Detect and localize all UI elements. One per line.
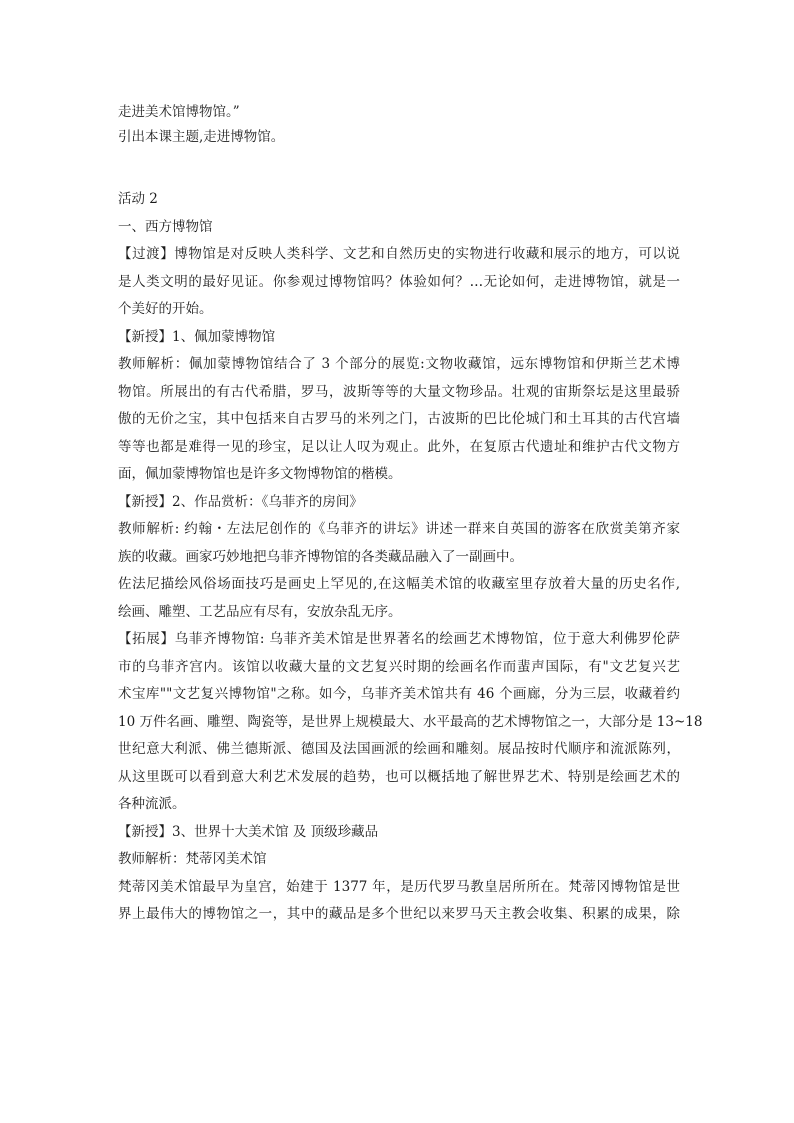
text-line: 梵蒂冈美术馆最早为皇宫，始建于 1377 年，是历代罗马教皇居所所在。梵蒂冈博物馆是世 (118, 878, 680, 895)
text-line: 10 万件名画、雕塑、陶瓷等，是世界上规模最大、水平最高的艺术博物馆之一，大部分是 13~18 (118, 713, 703, 730)
text-line: 佐法尼描绘风俗场面技巧是画史上罕见的,在这幅美术馆的收藏室里存放着大量的历史名作, (118, 576, 680, 592)
activity-title: 活动 2 (118, 191, 158, 207)
expand-paragraph (118, 626, 703, 819)
text-line: 市的乌菲齐宫内。该馆以收藏大量的文艺复兴时期的绘画名作而蜚声国际，有"文艺复兴艺 (118, 658, 680, 675)
text-line: 世纪意大利派、佛兰德斯派、德国及法国画派的绘画和雕刻。展品按时代顺序和流派陈列， (118, 741, 680, 757)
new3-paragraph (118, 874, 680, 929)
text-line: 是人类文明的最好见证。你参观过博物馆吗？体验如何？…无论如何，走进博物馆，就是一 (118, 273, 680, 290)
intro-line-2: 引出本课主题,走进博物馆。 (118, 129, 285, 145)
new3-subheading: 教师解析：梵蒂冈美术馆 (118, 851, 267, 867)
transition-paragraph (118, 241, 680, 324)
text-line: 教师解析：佩加蒙博物馆结合了 3 个部分的展览:文物收藏馆，远东博物馆和伊斯兰艺术博 (118, 356, 680, 372)
text-line: 教师解析: 约翰・左法尼创作的《乌菲齐的讲坛》讲述一群来自英国的游客在欣赏美第齐家 (118, 521, 680, 537)
text-line: 物馆。所展出的有古代希腊，罗马，波斯等等的大量文物珍品。壮观的宙斯祭坛是这里最骄 (118, 383, 680, 400)
text-line: 各种流派。 (118, 796, 186, 812)
text-line: 术宝库""文艺复兴博物馆"之称。如今，乌菲齐美术馆共有 46 个画廊，分为三层，收藏着约 (118, 686, 680, 702)
text-line: 傲的无价之宝，其中包括来自古罗马的米列之门，古波斯的巴比伦城门和土耳其的古代宫墙 (118, 411, 680, 427)
text-line: 族的收藏。画家巧妙地把乌菲齐博物馆的各类藏品融入了一副画中。 (118, 548, 523, 565)
text-line: 从这里既可以看到意大利艺术发展的趋势，也可以概括地了解世界艺术、特别是绘画艺术的 (118, 768, 680, 785)
section-title: 一、西方博物馆 (118, 218, 213, 235)
text-line: 界上最伟大的博物馆之一，其中的藏品是多个世纪以来罗马天主教会收集、积累的成果，除 (118, 906, 680, 922)
document-page (118, 100, 703, 929)
new2-paragraph (118, 516, 680, 571)
paragraph-gap (118, 150, 680, 186)
new2-heading: 【新授】2、作品赏析：《乌菲齐的房间》 (118, 493, 363, 510)
new1-heading: 【新授】1、佩加蒙博物馆 (118, 328, 276, 345)
new3-heading: 【新授】3、世界十大美术馆 及 顶级珍藏品 (118, 823, 379, 840)
text-line: 【拓展】乌菲齐博物馆: 乌菲齐美术馆是世界著名的绘画艺术博物馆，位于意大利佛罗伦萨 (118, 631, 680, 647)
text-line: 【过渡】博物馆是对反映人类科学、文艺和自然历史的实物进行收藏和展示的地方，可以说 (118, 246, 680, 262)
text-line: 个美好的开始。 (118, 301, 213, 317)
text-line: 绘画、雕塑、工艺品应有尽有，安放杂乱无序。 (118, 603, 402, 620)
text-line: 面，佩加蒙博物馆也是许多文物博物馆的楷模。 (118, 466, 402, 482)
text-line: 等等也都是难得一见的珍宝，足以让人叹为观止。此外，在复原古代遗址和维护古代文物方 (118, 438, 680, 455)
new1-paragraph (118, 351, 680, 489)
intro-line-1: 走进美术馆博物馆。” (118, 104, 240, 120)
new2-paragraph-2 (118, 571, 680, 626)
